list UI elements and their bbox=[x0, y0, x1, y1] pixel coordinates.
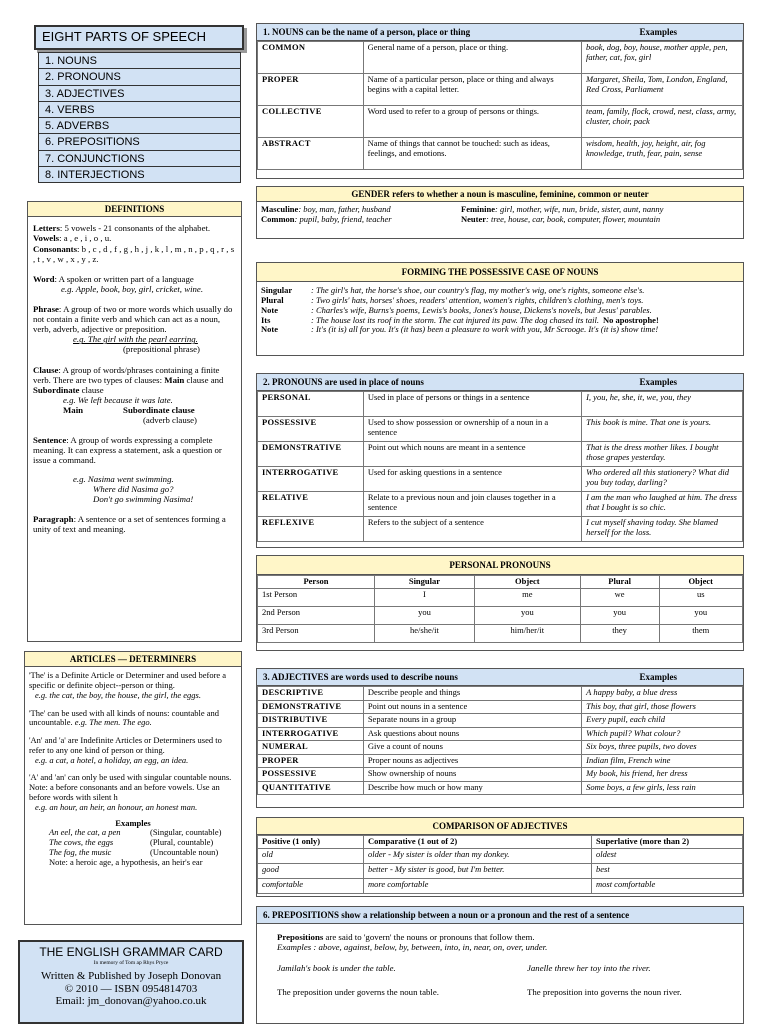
row-description: Used for asking questions in a sentence bbox=[363, 467, 581, 492]
table-row bbox=[258, 74, 743, 106]
possessive-label: Its bbox=[261, 314, 271, 325]
definitions-header: DEFINITIONS bbox=[28, 202, 241, 217]
row-example: book, dog, boy, house, mother apple, pen, father, cat, fox, girl bbox=[582, 42, 743, 74]
articles-p1-example: e.g. the cat, the boy, the house, the girl, the eggs. bbox=[35, 689, 201, 700]
row-description: Refers to the subject of a sentence bbox=[363, 517, 581, 542]
comparison-box bbox=[256, 817, 744, 897]
phrase-text: : A group of two or more words which usually do not contain a finite verb and which can act as a noun, verb, adverb, adjective or preposition. bbox=[33, 304, 233, 335]
row-label: DEMONSTRATIVE bbox=[258, 700, 364, 714]
gender-box bbox=[256, 186, 744, 239]
row-label: RELATIVE bbox=[258, 492, 364, 517]
row-description: Describe people and things bbox=[363, 687, 581, 701]
table-cell: he/she/it bbox=[374, 625, 474, 643]
row-label: POSSESSIVE bbox=[258, 417, 364, 442]
adjectives-header bbox=[257, 669, 743, 686]
column-header: Plural bbox=[580, 576, 659, 589]
possessive-header: FORMING THE POSSESSIVE CASE OF NOUNS bbox=[257, 263, 743, 282]
nouns-header-text: 1. NOUNS can be the name of a person, place or thing bbox=[263, 27, 471, 37]
paragraph-label: Paragraph bbox=[33, 513, 74, 524]
table-row bbox=[258, 768, 743, 782]
masculine-text: : boy, man, father, husband bbox=[298, 204, 391, 215]
column-header: Positive (1 only) bbox=[258, 836, 364, 849]
possessive-label: Singular bbox=[261, 285, 293, 296]
column-header: Object bbox=[659, 576, 743, 589]
consonants-text: : b , c , d , f , g , h , j , k , l , m , n , p , q , r , s , t , v , w , x , y , z. bbox=[33, 243, 235, 264]
no-apostrophe-note: No apostrophe! bbox=[602, 314, 659, 325]
table-cell: more comfortable bbox=[364, 879, 592, 894]
articles-p3: 'An' and 'a' are Indefinite Articles or Determiners used to refer to any one kind of person or thing. bbox=[29, 735, 222, 755]
prepositions-box bbox=[256, 906, 744, 1024]
table-row bbox=[258, 754, 743, 768]
nouns-box bbox=[256, 23, 744, 179]
parts-list-item: 3. ADJECTIVES bbox=[39, 86, 240, 102]
parts-list bbox=[38, 52, 241, 183]
footer-box bbox=[18, 940, 244, 1024]
row-label: REFLEXIVE bbox=[258, 517, 364, 542]
row-label: ABSTRACT bbox=[258, 138, 364, 170]
row-description: Point out which nouns are meant in a sentence bbox=[363, 442, 581, 467]
row-label: DESCRIPTIVE bbox=[258, 687, 364, 701]
table-row bbox=[258, 417, 743, 442]
parts-list-item: 2. PRONOUNS bbox=[39, 69, 240, 85]
title-box bbox=[34, 25, 244, 50]
table-cell: most comfortable bbox=[592, 879, 743, 894]
table-header-row bbox=[258, 576, 743, 589]
row-description: Name of a particular person, place or thing and always begins with a capital letter. bbox=[363, 74, 581, 106]
table-cell: I bbox=[374, 589, 474, 607]
sentence-text: : A group of words expressing a complete meaning. It can express a statement, ask a question or issue a command. bbox=[33, 435, 222, 466]
clause-example: e.g. We left because it was late. bbox=[63, 394, 173, 405]
pronouns-header bbox=[257, 374, 743, 391]
articles-example-type: (Uncountable noun) bbox=[150, 846, 219, 857]
personal-pronouns-box bbox=[256, 555, 744, 651]
pronouns-box bbox=[256, 373, 744, 548]
prepositions-examples: Examples : above, against, below, by, between, into, in, near, on, over, under. bbox=[277, 942, 548, 953]
sentence-example-1: e.g. Nasima went swimming. bbox=[73, 473, 174, 484]
pronouns-table bbox=[257, 391, 743, 542]
sentence-example-3: Don't go swimming Nasima! bbox=[93, 493, 194, 504]
row-example: I, you, he, she, it, we, you, they bbox=[582, 392, 743, 417]
adjectives-header-text: 3. ADJECTIVES are words used to describe nouns bbox=[263, 672, 458, 682]
row-example: Indian film, French wine bbox=[582, 754, 743, 768]
row-label: INTERROGATIVE bbox=[258, 467, 364, 492]
table-row bbox=[258, 714, 743, 728]
clause-text: : A group of words/phrases containing a finite verb. There are two types of clauses: bbox=[33, 364, 220, 385]
word-label: Word bbox=[33, 273, 55, 284]
row-description: Name of things that cannot be touched: such as ideas, feelings, and emotions. bbox=[363, 138, 581, 170]
common-text: : pupil, baby, friend, teacher bbox=[294, 214, 392, 225]
consonants-label: Consonants bbox=[33, 243, 78, 254]
row-example: A happy baby, a blue dress bbox=[582, 687, 743, 701]
clause-sub: Subordinate bbox=[33, 384, 80, 395]
articles-note: Note: a heroic age, a hypothesis, an heir's ear bbox=[49, 856, 203, 867]
personal-pronouns-table bbox=[257, 575, 743, 643]
table-cell: you bbox=[580, 607, 659, 625]
footer-memoriam: In memory of Tom ap Rhys Pryce bbox=[93, 959, 169, 966]
table-row bbox=[258, 392, 743, 417]
nouns-examples-label: Examples bbox=[639, 27, 677, 37]
possessive-text: : It's (it is) all for you. It's (it has) been a pleasure to work with you, Mr Scrooge. It's (it is) show time! bbox=[311, 324, 659, 335]
column-header: Person bbox=[258, 576, 375, 589]
table-cell: you bbox=[374, 607, 474, 625]
letters-text: : 5 vowels - 21 consonants of the alphabet. bbox=[59, 223, 211, 234]
table-cell: him/her/it bbox=[474, 625, 580, 643]
phrase-note: (prepositional phrase) bbox=[123, 344, 200, 355]
row-example: Some boys, a few girls, less rain bbox=[582, 781, 743, 795]
footer-line3: Email: jm_donovan@yahoo.co.uk bbox=[55, 995, 207, 1008]
word-example: e.g. Apple, book, boy, girl, cricket, wine. bbox=[61, 283, 204, 294]
footer-title: THE ENGLISH GRAMMAR CARD bbox=[39, 945, 223, 959]
column-header: Superlative (more than 2) bbox=[592, 836, 743, 849]
parts-list-item: 4. VERBS bbox=[39, 102, 240, 118]
prepositions-header-text: 6. PREPOSITIONS show a relationship between a noun or a pronoun and the rest of a sentence bbox=[263, 910, 630, 920]
row-example: Margaret, Sheila, Tom, London, England, Red Cross, Parliament bbox=[582, 74, 743, 106]
phrase-label: Phrase bbox=[33, 304, 59, 314]
row-description: General name of a person, place or thing. bbox=[363, 42, 581, 74]
gender-header: GENDER refers to whether a noun is masculine, feminine, common or neuter bbox=[257, 187, 743, 202]
row-label: POSSESSIVE bbox=[258, 768, 364, 782]
table-cell: 2nd Person bbox=[258, 607, 375, 625]
table-cell: they bbox=[580, 625, 659, 643]
articles-examples-header: Examples bbox=[115, 817, 151, 828]
page-title: EIGHT PARTS OF SPEECH bbox=[42, 29, 206, 44]
table-cell: 3rd Person bbox=[258, 625, 375, 643]
definitions-box bbox=[27, 201, 242, 642]
articles-example-words: An eel, the cat, a pen bbox=[49, 827, 121, 838]
table-cell: 1st Person bbox=[258, 589, 375, 607]
parts-list-item: 1. NOUNS bbox=[39, 53, 240, 69]
row-example: Which pupil? What colour? bbox=[582, 727, 743, 741]
articles-box bbox=[24, 651, 242, 925]
articles-p2: 'The' can be used with all kinds of nouns: countable and uncountable. bbox=[29, 707, 220, 728]
table-row bbox=[258, 517, 743, 542]
row-example: Every pupil, each child bbox=[582, 714, 743, 728]
table-row bbox=[258, 589, 743, 607]
footer-line2: © 2010 — ISBN 0954814703 bbox=[64, 982, 198, 995]
row-example: This book is mine. That one is yours. bbox=[582, 417, 743, 442]
table-row bbox=[258, 442, 743, 467]
row-example: wisdom, health, joy, height, air, fog knowledge, truth, fear, pain, sense bbox=[582, 138, 743, 170]
table-row bbox=[258, 687, 743, 701]
feminine-label: Feminine bbox=[461, 204, 495, 215]
articles-p4-example: e.g. an hour, an heir, an honour, an honest man. bbox=[35, 801, 198, 812]
personal-pronouns-header: PERSONAL PRONOUNS bbox=[257, 556, 743, 575]
row-description: Proper nouns as adjectives bbox=[363, 754, 581, 768]
possessive-box bbox=[256, 262, 744, 356]
adjectives-examples-label: Examples bbox=[639, 672, 677, 682]
table-cell: oldest bbox=[592, 849, 743, 864]
table-cell: them bbox=[659, 625, 743, 643]
table-row bbox=[258, 864, 743, 879]
table-row bbox=[258, 607, 743, 625]
table-row bbox=[258, 741, 743, 755]
prepositions-intro-bold: Prepositions bbox=[277, 932, 324, 943]
nouns-table bbox=[257, 41, 743, 170]
row-label: NUMERAL bbox=[258, 741, 364, 755]
row-label: PERSONAL bbox=[258, 392, 364, 417]
row-label: INTERROGATIVE bbox=[258, 727, 364, 741]
possessive-text: : The girl's hat, the horse's shoe, our country's flag, my mother's wig, one's rights, someone else's. bbox=[311, 285, 645, 296]
table-row bbox=[258, 849, 743, 864]
clause-end: clause bbox=[81, 384, 104, 395]
row-example: Who ordered all this stationery? What did you buy today, darling? bbox=[582, 467, 743, 492]
table-row bbox=[258, 781, 743, 795]
possessive-text: : Charles's wife, Burns's poems, Lewis's books, Jones's house, Dickens's novels, but Jesus' parables. bbox=[311, 304, 652, 315]
table-row bbox=[258, 106, 743, 138]
parts-list-item: 5. ADVERBS bbox=[39, 118, 240, 134]
row-example: I cut myself shaving today. She blamed herself for the loss. bbox=[582, 517, 743, 542]
row-example: Six boys, three pupils, two doves bbox=[582, 741, 743, 755]
row-label: COMMON bbox=[258, 42, 364, 74]
preposition-example-left: Jamilah's book is under the table. bbox=[277, 962, 396, 973]
articles-example-words: The fog, the music bbox=[49, 846, 112, 857]
footer-line1: Written & Published by Joseph Donovan bbox=[40, 970, 222, 983]
articles-p4: 'A' and 'an' can only be used with singular countable nouns. Note: a before consonants and an before vowels. Use an before words with silent h bbox=[29, 772, 232, 802]
articles-p3-example: e.g. a cat, a hotel, a holiday, an egg, an idea. bbox=[35, 754, 189, 765]
vowels-label: Vowels bbox=[33, 233, 60, 244]
table-row bbox=[258, 492, 743, 517]
row-description: Separate nouns in a group bbox=[363, 714, 581, 728]
table-cell: older - My sister is older than my donkey. bbox=[364, 849, 592, 864]
possessive-label: Plural bbox=[261, 295, 284, 306]
pronouns-header-text: 2. PRONOUNS are used in place of nouns bbox=[263, 377, 424, 387]
table-row bbox=[258, 700, 743, 714]
feminine-text: : girl, mother, wife, nun, bride, sister, aunt, nanny bbox=[495, 204, 664, 215]
neuter-text: : tree, house, car, book, computer, flower, mountain bbox=[486, 214, 661, 225]
table-row bbox=[258, 467, 743, 492]
articles-p2-example: e.g. The men. The ego. bbox=[74, 717, 152, 728]
row-label: DEMONSTRATIVE bbox=[258, 442, 364, 467]
masculine-label: Masculine bbox=[261, 204, 299, 215]
table-cell: me bbox=[474, 589, 580, 607]
clause-main: Main bbox=[164, 374, 185, 385]
row-description: Ask questions about nouns bbox=[363, 727, 581, 741]
paragraph-text: : A sentence or a set of sentences forming a unity of text and meaning. bbox=[33, 513, 226, 534]
letters-label: Letters bbox=[33, 223, 60, 234]
clause-sub-word: Subordinate clause bbox=[123, 404, 195, 415]
table-cell: better - My sister is good, but I'm better. bbox=[364, 864, 592, 879]
table-cell: you bbox=[659, 607, 743, 625]
column-header: Comparative (1 out of 2) bbox=[364, 836, 592, 849]
preposition-governs-right: The preposition into governs the noun river. bbox=[527, 986, 682, 997]
table-cell: we bbox=[580, 589, 659, 607]
row-example: team, family, flock, crowd, nest, class, army, cluster, choir, pack bbox=[582, 106, 743, 138]
row-example: That is the dress mother likes. I bought those grapes yesterday. bbox=[582, 442, 743, 467]
row-label: DISTRIBUTIVE bbox=[258, 714, 364, 728]
table-cell: you bbox=[474, 607, 580, 625]
column-header: Object bbox=[474, 576, 580, 589]
articles-p1: 'The' is a Definite Article or Determiner and used before a specific or definite object--person or thing. bbox=[29, 670, 227, 691]
row-description: Used in place of persons or things in a sentence bbox=[363, 392, 581, 417]
articles-example-type: (Singular, countable) bbox=[150, 827, 222, 838]
possessive-label: Note bbox=[261, 304, 278, 315]
row-description: Used to show possession or ownership of a noun in a sentence bbox=[363, 417, 581, 442]
pronouns-examples-label: Examples bbox=[639, 377, 677, 387]
row-example: I am the man who laughed at him. The dress that I bought is so chic. bbox=[582, 492, 743, 517]
adjectives-table bbox=[257, 686, 743, 795]
table-row bbox=[258, 138, 743, 170]
possessive-row bbox=[261, 325, 739, 335]
row-description: Point out nouns in a sentence bbox=[363, 700, 581, 714]
table-cell: old bbox=[258, 849, 364, 864]
neuter-label: Neuter bbox=[461, 214, 487, 225]
parts-list-item: 6. PREPOSITIONS bbox=[39, 134, 240, 150]
row-label: PROPER bbox=[258, 754, 364, 768]
clause-sub-note: (adverb clause) bbox=[143, 415, 197, 426]
row-description: Word used to refer to a group of persons or things. bbox=[363, 106, 581, 138]
articles-example-type: (Plural, countable) bbox=[150, 837, 214, 848]
table-row bbox=[258, 625, 743, 643]
sentence-example-2: Where did Nasima go? bbox=[93, 483, 174, 494]
adjectives-box bbox=[256, 668, 744, 808]
parts-list-item: 8. INTERJECTIONS bbox=[39, 167, 240, 183]
row-label: PROPER bbox=[258, 74, 364, 106]
clause-label: Clause bbox=[33, 364, 59, 375]
preposition-governs-left: The preposition under governs the noun table. bbox=[277, 986, 439, 997]
prepositions-intro: are said to 'govern' the nouns or pronouns that follow them. bbox=[323, 932, 535, 943]
table-row bbox=[258, 42, 743, 74]
row-description: Show ownership of nouns bbox=[363, 768, 581, 782]
parts-list-item: 7. CONJUNCTIONS bbox=[39, 151, 240, 167]
table-cell: good bbox=[258, 864, 364, 879]
table-row bbox=[258, 727, 743, 741]
column-header: Singular bbox=[374, 576, 474, 589]
row-description: Give a count of nouns bbox=[363, 741, 581, 755]
comparison-header: COMPARISON OF ADJECTIVES bbox=[257, 818, 743, 835]
row-description: Relate to a previous noun and join clauses together in a sentence bbox=[363, 492, 581, 517]
row-example: My book, his friend, her dress bbox=[582, 768, 743, 782]
articles-example-words: The cows, the eggs bbox=[49, 837, 114, 848]
table-cell: best bbox=[592, 864, 743, 879]
possessive-text: : Two girls' hats, horses' shoes, readers' attention, women's rights, children's clothing, men's toys. bbox=[311, 295, 644, 306]
possessive-label: Note bbox=[261, 324, 278, 335]
clause-main-word: Main bbox=[63, 404, 84, 415]
phrase-example: e.g. The girl with the pearl earring. bbox=[73, 334, 198, 345]
common-label: Common bbox=[261, 214, 295, 225]
prepositions-header bbox=[257, 907, 743, 924]
possessive-text: : The house lost its roof in the storm. The cat injured its paw. The dog chased its tail. bbox=[311, 314, 599, 325]
table-cell: us bbox=[659, 589, 743, 607]
preposition-example-right: Janelle threw her toy into the river. bbox=[527, 962, 651, 973]
row-label: COLLECTIVE bbox=[258, 106, 364, 138]
nouns-header bbox=[257, 24, 743, 41]
vowels-text: : a , e , i , o , u. bbox=[59, 233, 112, 244]
table-cell: comfortable bbox=[258, 879, 364, 894]
row-label: QUANTITATIVE bbox=[258, 781, 364, 795]
table-row bbox=[258, 879, 743, 894]
sentence-label: Sentence bbox=[33, 435, 67, 446]
row-description: Describe how much or how many bbox=[363, 781, 581, 795]
articles-header: ARTICLES — DETERMINERS bbox=[25, 652, 241, 667]
clause-and: clause and bbox=[186, 374, 224, 385]
table-header-row bbox=[258, 836, 743, 849]
word-text: : A spoken or written part of a language bbox=[54, 273, 194, 284]
row-example: This boy, that girl, those flowers bbox=[582, 700, 743, 714]
comparison-table bbox=[257, 835, 743, 894]
